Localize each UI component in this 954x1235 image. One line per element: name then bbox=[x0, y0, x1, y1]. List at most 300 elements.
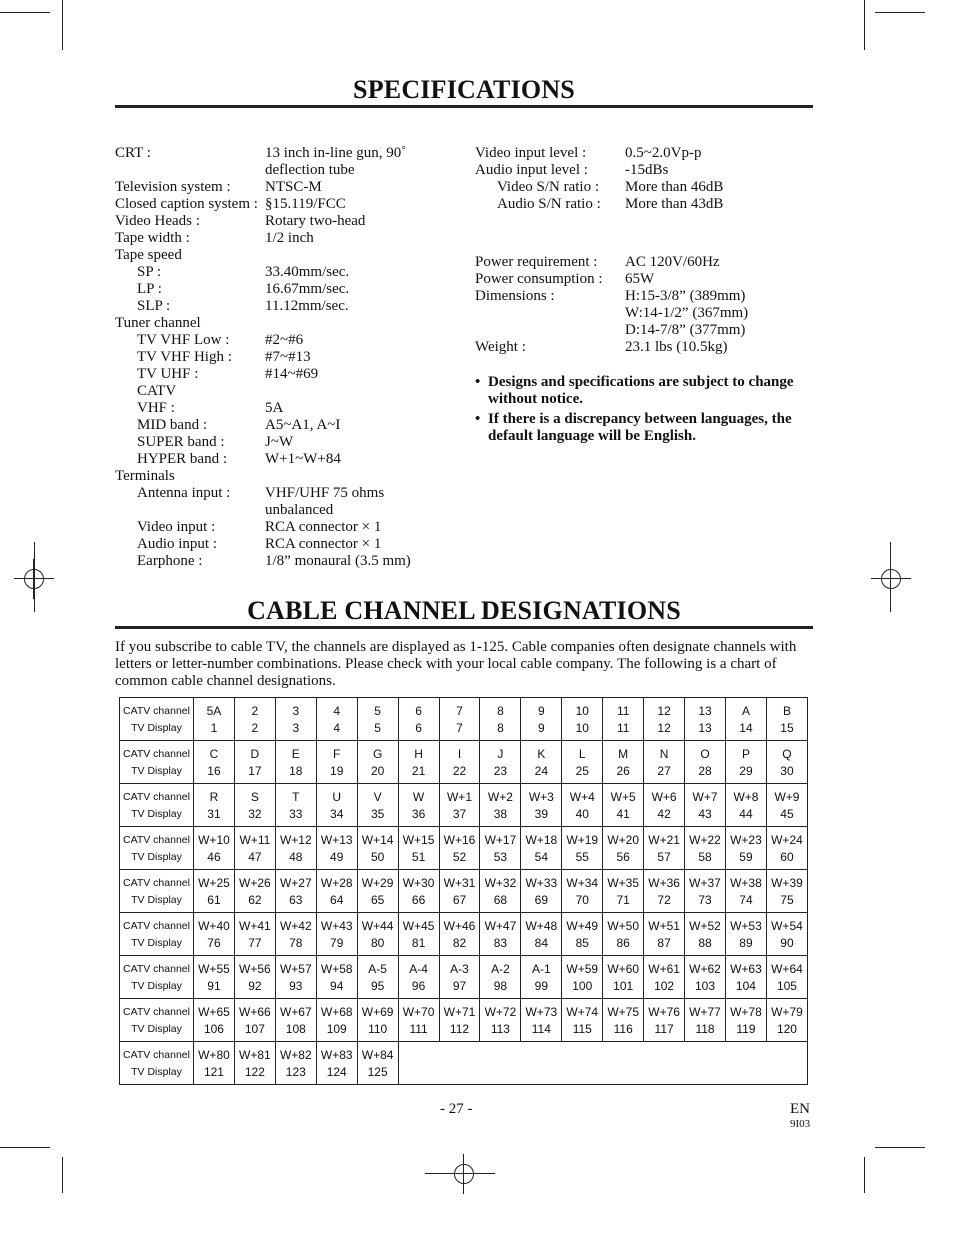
tv-display-cell: 68 bbox=[480, 891, 521, 913]
tv-display-cell: 43 bbox=[685, 805, 726, 827]
spec-label: Tape speed bbox=[115, 247, 182, 263]
tv-display-cell: 111 bbox=[398, 1020, 439, 1042]
row-label-tv: TV Display bbox=[120, 1020, 194, 1042]
catv-channel-cell: W+2 bbox=[480, 784, 521, 806]
spec-value: W:14-1/2” (367mm) bbox=[625, 305, 749, 321]
tv-display-cell: 108 bbox=[275, 1020, 316, 1042]
spec-row bbox=[115, 298, 455, 315]
tv-display-cell: 82 bbox=[439, 934, 480, 956]
tv-display-cell: 109 bbox=[316, 1020, 357, 1042]
tv-display-cell: 39 bbox=[521, 805, 562, 827]
tv-display-cell: 42 bbox=[644, 805, 685, 827]
tv-display-cell: 5 bbox=[357, 719, 398, 741]
tv-display-cell: 30 bbox=[766, 762, 807, 784]
spec-row bbox=[115, 162, 455, 179]
spec-label: Tuner channel bbox=[115, 315, 201, 331]
tv-display-cell: 50 bbox=[357, 848, 398, 870]
spec-value: Rotary two-head bbox=[265, 213, 366, 229]
spec-value: A5~A1, A~I bbox=[265, 417, 341, 433]
catv-channel-cell: W+52 bbox=[685, 913, 726, 935]
spec-label: Audio input level : bbox=[475, 162, 588, 178]
catv-channel-cell: 8 bbox=[480, 698, 521, 720]
tv-display-cell: 123 bbox=[275, 1063, 316, 1085]
catv-channel-cell: W+66 bbox=[234, 999, 275, 1021]
catv-channel-cell: W+35 bbox=[603, 870, 644, 892]
catv-channel-cell: W+31 bbox=[439, 870, 480, 892]
tv-display-cell: 105 bbox=[766, 977, 807, 999]
catv-channel-cell: W+7 bbox=[685, 784, 726, 806]
spec-row bbox=[475, 288, 815, 305]
tv-display-cell: 103 bbox=[685, 977, 726, 999]
catv-channel-cell: 4 bbox=[316, 698, 357, 720]
catv-channel-cell: W+26 bbox=[234, 870, 275, 892]
specifications-title: SPECIFICATIONS bbox=[353, 75, 575, 104]
tv-display-cell: 45 bbox=[766, 805, 807, 827]
catv-channel-cell: A bbox=[725, 698, 766, 720]
catv-channel-cell: O bbox=[685, 741, 726, 763]
spec-value: 0.5~2.0Vp-p bbox=[625, 145, 702, 161]
cable-channel-table bbox=[119, 697, 808, 1085]
tv-display-cell: 65 bbox=[357, 891, 398, 913]
spec-label: HYPER band : bbox=[137, 451, 227, 467]
spec-row bbox=[115, 485, 455, 502]
catv-channel-cell: C bbox=[194, 741, 235, 763]
spec-label: Audio S/N ratio : bbox=[497, 196, 601, 212]
catv-channel-cell: W+62 bbox=[685, 956, 726, 978]
language-code: EN bbox=[790, 1101, 810, 1117]
catv-channel-cell: W+39 bbox=[766, 870, 807, 892]
tv-display-cell: 124 bbox=[316, 1063, 357, 1085]
catv-channel-cell: W+67 bbox=[275, 999, 316, 1021]
catv-channel-cell: W+82 bbox=[275, 1042, 316, 1064]
catv-channel-cell: W+84 bbox=[357, 1042, 398, 1064]
tv-display-cell: 14 bbox=[725, 719, 766, 741]
row-label-tv: TV Display bbox=[120, 805, 194, 827]
catv-channel-cell: W+32 bbox=[480, 870, 521, 892]
spec-row bbox=[115, 213, 455, 230]
catv-channel-cell: T bbox=[275, 784, 316, 806]
tv-display-cell: 101 bbox=[603, 977, 644, 999]
tv-display-cell: 44 bbox=[725, 805, 766, 827]
catv-channel-cell: W+61 bbox=[644, 956, 685, 978]
spec-row bbox=[115, 519, 455, 536]
catv-channel-cell: W+72 bbox=[480, 999, 521, 1021]
table-row-catv bbox=[120, 1042, 808, 1064]
tv-display-cell: 102 bbox=[644, 977, 685, 999]
row-label-tv: TV Display bbox=[120, 934, 194, 956]
catv-channel-cell: W+13 bbox=[316, 827, 357, 849]
catv-channel-cell: A-3 bbox=[439, 956, 480, 978]
tv-display-cell: 92 bbox=[234, 977, 275, 999]
bullet-icon: • bbox=[475, 411, 481, 427]
tv-display-cell: 78 bbox=[275, 934, 316, 956]
catv-channel-cell: U bbox=[316, 784, 357, 806]
catv-channel-cell: 2 bbox=[234, 698, 275, 720]
tv-display-cell: 89 bbox=[725, 934, 766, 956]
crop-mark bbox=[62, 0, 63, 50]
tv-display-cell: 48 bbox=[275, 848, 316, 870]
spec-value: deflection tube bbox=[265, 162, 355, 178]
tv-display-cell: 79 bbox=[316, 934, 357, 956]
spec-value: 1/2 inch bbox=[265, 230, 314, 246]
spec-label: Antenna input : bbox=[137, 485, 231, 501]
spec-label: SP : bbox=[137, 264, 162, 280]
catv-channel-cell: W+19 bbox=[562, 827, 603, 849]
note-text: If there is a discrepancy between languages, the default language will be English. bbox=[488, 411, 792, 444]
spec-row bbox=[115, 196, 455, 213]
tv-display-cell: 19 bbox=[316, 762, 357, 784]
tv-display-cell: 95 bbox=[357, 977, 398, 999]
catv-channel-cell: W+81 bbox=[234, 1042, 275, 1064]
catv-channel-cell: A-5 bbox=[357, 956, 398, 978]
cable-intro: If you subscribe to cable TV, the channels are displayed as 1-125. Cable companies often designate channels with letters or letter-number combinations. Please check with your local cable company. The following is a chart of common cable channel designations. bbox=[115, 639, 797, 689]
catv-channel-cell: 12 bbox=[644, 698, 685, 720]
tv-display-cell: 1 bbox=[194, 719, 235, 741]
spec-label: SLP : bbox=[137, 298, 171, 314]
tv-display-cell: 31 bbox=[194, 805, 235, 827]
tv-display-cell: 4 bbox=[316, 719, 357, 741]
spec-label: Earphone : bbox=[137, 553, 203, 569]
catv-channel-cell: W+6 bbox=[644, 784, 685, 806]
spec-value: More than 43dB bbox=[625, 196, 724, 212]
spec-label: Audio input : bbox=[137, 536, 218, 552]
registration-mark-bottom bbox=[450, 1160, 478, 1188]
note-text: Designs and specifications are subject to change without notice. bbox=[488, 374, 794, 407]
spec-row bbox=[115, 536, 455, 553]
row-label-tv: TV Display bbox=[120, 762, 194, 784]
catv-channel-cell: W+70 bbox=[398, 999, 439, 1021]
catv-channel-cell: 7 bbox=[439, 698, 480, 720]
tv-display-cell: 36 bbox=[398, 805, 439, 827]
crop-mark bbox=[62, 1157, 63, 1193]
spec-label: VHF : bbox=[137, 400, 175, 416]
page-number: - 27 - bbox=[440, 1101, 473, 1117]
catv-channel-cell: E bbox=[275, 741, 316, 763]
catv-channel-cell: R bbox=[194, 784, 235, 806]
spec-row bbox=[115, 553, 455, 570]
spec-value: #7~#13 bbox=[265, 349, 311, 365]
tv-display-cell: 2 bbox=[234, 719, 275, 741]
table-row-tv bbox=[120, 934, 808, 956]
catv-channel-cell: H bbox=[398, 741, 439, 763]
spec-row bbox=[115, 434, 455, 451]
spec-row bbox=[115, 502, 455, 519]
catv-channel-cell: W+37 bbox=[685, 870, 726, 892]
tv-display-cell: 66 bbox=[398, 891, 439, 913]
tv-display-cell: 24 bbox=[521, 762, 562, 784]
catv-channel-cell: W+56 bbox=[234, 956, 275, 978]
catv-channel-cell: W+23 bbox=[725, 827, 766, 849]
spec-label: SUPER band : bbox=[137, 434, 225, 450]
catv-channel-cell: I bbox=[439, 741, 480, 763]
catv-channel-cell: W+11 bbox=[234, 827, 275, 849]
row-label-catv: CATV channel bbox=[120, 956, 194, 978]
spec-value: 13 inch in-line gun, 90˚ bbox=[265, 145, 407, 161]
tv-display-cell: 93 bbox=[275, 977, 316, 999]
table-row-catv bbox=[120, 827, 808, 849]
spec-value: H:15-3/8” (389mm) bbox=[625, 288, 746, 304]
tv-display-cell: 55 bbox=[562, 848, 603, 870]
spec-value: 23.1 lbs (10.5kg) bbox=[625, 339, 728, 355]
spec-value: #14~#69 bbox=[265, 366, 319, 382]
spec-label: Video Heads : bbox=[115, 213, 200, 229]
crop-mark bbox=[875, 1147, 925, 1148]
catv-channel-cell: W+78 bbox=[725, 999, 766, 1021]
tv-display-cell: 9 bbox=[521, 719, 562, 741]
tv-display-cell: 99 bbox=[521, 977, 562, 999]
spec-row bbox=[115, 264, 455, 281]
cable-rule bbox=[115, 626, 813, 629]
table-row-catv bbox=[120, 956, 808, 978]
catv-channel-cell: W+63 bbox=[725, 956, 766, 978]
tv-display-cell: 13 bbox=[685, 719, 726, 741]
catv-channel-cell: W+38 bbox=[725, 870, 766, 892]
spec-label: Dimensions : bbox=[475, 288, 555, 304]
spec-label: Power consumption : bbox=[475, 271, 603, 287]
catv-channel-cell: W+79 bbox=[766, 999, 807, 1021]
tv-display-cell: 113 bbox=[480, 1020, 521, 1042]
tv-display-cell: 53 bbox=[480, 848, 521, 870]
tv-display-cell: 3 bbox=[275, 719, 316, 741]
catv-channel-cell: W+40 bbox=[194, 913, 235, 935]
spec-label: MID band : bbox=[137, 417, 207, 433]
tv-display-cell: 94 bbox=[316, 977, 357, 999]
catv-channel-cell: W+65 bbox=[194, 999, 235, 1021]
tv-display-cell: 58 bbox=[685, 848, 726, 870]
tv-display-cell: 112 bbox=[439, 1020, 480, 1042]
catv-channel-cell: W+5 bbox=[603, 784, 644, 806]
tv-display-cell: 22 bbox=[439, 762, 480, 784]
tv-display-cell: 67 bbox=[439, 891, 480, 913]
tv-display-cell: 80 bbox=[357, 934, 398, 956]
spec-row bbox=[475, 322, 815, 339]
catv-channel-cell: W+59 bbox=[562, 956, 603, 978]
spec-value: unbalanced bbox=[265, 502, 334, 518]
spec-row bbox=[115, 179, 455, 196]
tv-display-cell: 23 bbox=[480, 762, 521, 784]
catv-channel-cell: W+10 bbox=[194, 827, 235, 849]
tv-display-cell: 6 bbox=[398, 719, 439, 741]
tv-display-cell: 37 bbox=[439, 805, 480, 827]
tv-display-cell: 107 bbox=[234, 1020, 275, 1042]
catv-channel-cell: 3 bbox=[275, 698, 316, 720]
catv-channel-cell: M bbox=[603, 741, 644, 763]
catv-channel-cell: W+34 bbox=[562, 870, 603, 892]
catv-channel-cell: W+42 bbox=[275, 913, 316, 935]
spec-label: Video S/N ratio : bbox=[497, 179, 600, 195]
catv-channel-cell: 13 bbox=[685, 698, 726, 720]
table-row-catv bbox=[120, 913, 808, 935]
table-row-tv bbox=[120, 1020, 808, 1042]
catv-channel-cell: W+16 bbox=[439, 827, 480, 849]
spec-value: AC 120V/60Hz bbox=[625, 254, 720, 270]
tv-display-cell: 81 bbox=[398, 934, 439, 956]
spec-value: VHF/UHF 75 ohms bbox=[265, 485, 385, 501]
specs-right-column-top bbox=[475, 145, 815, 213]
tv-display-cell: 27 bbox=[644, 762, 685, 784]
catv-channel-cell: A-4 bbox=[398, 956, 439, 978]
spec-row bbox=[475, 179, 815, 196]
tv-display-cell: 40 bbox=[562, 805, 603, 827]
spec-row bbox=[475, 271, 815, 288]
tv-display-cell: 87 bbox=[644, 934, 685, 956]
tv-display-cell: 33 bbox=[275, 805, 316, 827]
tv-display-cell: 64 bbox=[316, 891, 357, 913]
catv-channel-cell: W+30 bbox=[398, 870, 439, 892]
spec-row bbox=[115, 230, 455, 247]
spec-label: Power requirement : bbox=[475, 254, 598, 270]
row-label-tv: TV Display bbox=[120, 719, 194, 741]
tv-display-cell: 73 bbox=[685, 891, 726, 913]
row-label-catv: CATV channel bbox=[120, 827, 194, 849]
spec-row bbox=[475, 305, 815, 322]
row-label-tv: TV Display bbox=[120, 891, 194, 913]
spec-value: RCA connector × 1 bbox=[265, 536, 382, 552]
tv-display-cell: 18 bbox=[275, 762, 316, 784]
table-row-tv bbox=[120, 805, 808, 827]
cable-title: CABLE CHANNEL DESIGNATIONS bbox=[247, 596, 681, 625]
catv-channel-cell: W+22 bbox=[685, 827, 726, 849]
spec-row bbox=[475, 254, 815, 271]
catv-channel-cell: G bbox=[357, 741, 398, 763]
spec-label: Video input : bbox=[137, 519, 216, 535]
tv-display-cell: 118 bbox=[685, 1020, 726, 1042]
catv-channel-cell: 6 bbox=[398, 698, 439, 720]
tv-display-cell: 98 bbox=[480, 977, 521, 999]
tv-display-cell: 71 bbox=[603, 891, 644, 913]
specs-left-column bbox=[115, 145, 455, 570]
tv-display-cell: 74 bbox=[725, 891, 766, 913]
spec-label: CATV bbox=[137, 383, 177, 399]
tv-display-cell: 41 bbox=[603, 805, 644, 827]
catv-channel-cell: W+1 bbox=[439, 784, 480, 806]
row-label-catv: CATV channel bbox=[120, 784, 194, 806]
table-row-catv bbox=[120, 784, 808, 806]
tv-display-cell: 56 bbox=[603, 848, 644, 870]
catv-channel-cell: W+21 bbox=[644, 827, 685, 849]
tv-display-cell: 15 bbox=[766, 719, 807, 741]
tv-display-cell: 116 bbox=[603, 1020, 644, 1042]
catv-channel-cell: W+27 bbox=[275, 870, 316, 892]
table-row-catv bbox=[120, 741, 808, 763]
catv-channel-cell: W+46 bbox=[439, 913, 480, 935]
table-row-tv bbox=[120, 977, 808, 999]
catv-channel-cell: W+12 bbox=[275, 827, 316, 849]
tv-display-cell: 35 bbox=[357, 805, 398, 827]
catv-channel-cell: W+75 bbox=[603, 999, 644, 1021]
tv-display-cell: 88 bbox=[685, 934, 726, 956]
catv-channel-cell: D bbox=[234, 741, 275, 763]
tv-display-cell: 59 bbox=[725, 848, 766, 870]
document-code: 9I03 bbox=[790, 1118, 811, 1130]
catv-channel-cell: W+77 bbox=[685, 999, 726, 1021]
catv-channel-cell: F bbox=[316, 741, 357, 763]
spec-label: Weight : bbox=[475, 339, 526, 355]
tv-display-cell: 61 bbox=[194, 891, 235, 913]
tv-display-cell: 25 bbox=[562, 762, 603, 784]
tv-display-cell: 38 bbox=[480, 805, 521, 827]
empty-cell bbox=[398, 1042, 807, 1085]
catv-channel-cell: W+58 bbox=[316, 956, 357, 978]
spec-row bbox=[115, 349, 455, 366]
tv-display-cell: 119 bbox=[725, 1020, 766, 1042]
catv-channel-cell: A-1 bbox=[521, 956, 562, 978]
tv-display-cell: 104 bbox=[725, 977, 766, 999]
spec-label: Terminals bbox=[115, 468, 175, 484]
row-label-catv: CATV channel bbox=[120, 1042, 194, 1064]
spec-row bbox=[115, 417, 455, 434]
catv-channel-cell: W+83 bbox=[316, 1042, 357, 1064]
spec-row bbox=[115, 315, 455, 332]
spec-row bbox=[475, 196, 815, 213]
catv-channel-cell: W+49 bbox=[562, 913, 603, 935]
spec-label: TV UHF : bbox=[137, 366, 199, 382]
tv-display-cell: 114 bbox=[521, 1020, 562, 1042]
catv-channel-cell: W+4 bbox=[562, 784, 603, 806]
catv-channel-cell: W+29 bbox=[357, 870, 398, 892]
catv-channel-cell: V bbox=[357, 784, 398, 806]
tv-display-cell: 85 bbox=[562, 934, 603, 956]
spec-row bbox=[115, 400, 455, 417]
catv-channel-cell: W+25 bbox=[194, 870, 235, 892]
tv-display-cell: 16 bbox=[194, 762, 235, 784]
spec-label: LP : bbox=[137, 281, 162, 297]
catv-channel-cell: W+17 bbox=[480, 827, 521, 849]
catv-channel-cell: 5A bbox=[194, 698, 235, 720]
tv-display-cell: 20 bbox=[357, 762, 398, 784]
catv-channel-cell: W+3 bbox=[521, 784, 562, 806]
spec-row bbox=[475, 162, 815, 179]
tv-display-cell: 75 bbox=[766, 891, 807, 913]
catv-channel-cell: W+20 bbox=[603, 827, 644, 849]
spec-row bbox=[475, 339, 815, 356]
tv-display-cell: 52 bbox=[439, 848, 480, 870]
catv-channel-cell: W+28 bbox=[316, 870, 357, 892]
catv-channel-cell: W+54 bbox=[766, 913, 807, 935]
catv-channel-cell: W+24 bbox=[766, 827, 807, 849]
spec-row bbox=[115, 468, 455, 485]
tv-display-cell: 96 bbox=[398, 977, 439, 999]
tv-display-cell: 117 bbox=[644, 1020, 685, 1042]
tv-display-cell: 49 bbox=[316, 848, 357, 870]
tv-display-cell: 57 bbox=[644, 848, 685, 870]
catv-channel-cell: W+45 bbox=[398, 913, 439, 935]
specs-right-column-bottom bbox=[475, 254, 815, 356]
tv-display-cell: 90 bbox=[766, 934, 807, 956]
table-row-catv bbox=[120, 870, 808, 892]
tv-display-cell: 125 bbox=[357, 1063, 398, 1085]
catv-channel-cell: W+36 bbox=[644, 870, 685, 892]
spec-label: TV VHF High : bbox=[137, 349, 232, 365]
tv-display-cell: 34 bbox=[316, 805, 357, 827]
spec-value: RCA connector × 1 bbox=[265, 519, 382, 535]
crop-mark bbox=[0, 12, 50, 13]
catv-channel-cell: W bbox=[398, 784, 439, 806]
tv-display-cell: 12 bbox=[644, 719, 685, 741]
spec-value: #2~#6 bbox=[265, 332, 304, 348]
tv-display-cell: 7 bbox=[439, 719, 480, 741]
row-label-tv: TV Display bbox=[120, 848, 194, 870]
catv-channel-cell: 11 bbox=[603, 698, 644, 720]
registration-mark-right bbox=[877, 565, 905, 593]
catv-channel-cell: B bbox=[766, 698, 807, 720]
table-row-catv bbox=[120, 999, 808, 1021]
bullet-icon: • bbox=[475, 374, 481, 390]
tv-display-cell: 120 bbox=[766, 1020, 807, 1042]
crop-mark bbox=[875, 12, 925, 13]
spec-label: Television system : bbox=[115, 179, 231, 195]
spec-value: 16.67mm/sec. bbox=[265, 281, 350, 297]
